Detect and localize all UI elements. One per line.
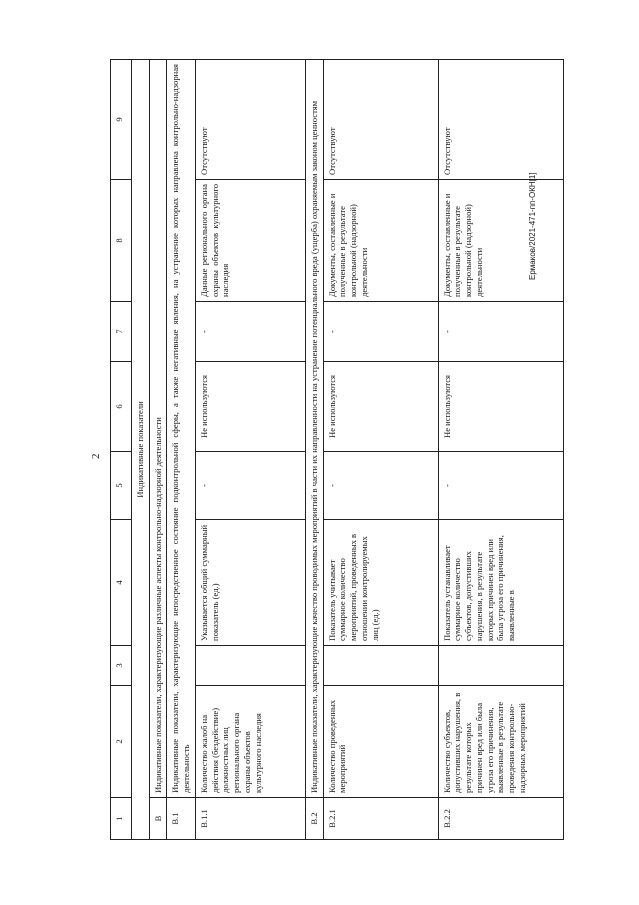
table-cell: Показатель учитывает суммарное количество мероприятий, проведенных в отношении контролируемых лиц (ед.)	[323, 520, 438, 646]
section-text: Индикативные показатели, характеризующие качество проводимых мероприятий в части их направленности на устранение потенциального вреда (ущерба) охраняемым законом ценностям	[305, 60, 323, 798]
col-number: 3	[111, 646, 132, 686]
table-cell: Документы, составленные и полученные в результате контрольной (надзорной) деятельности	[438, 180, 563, 302]
section-code: В	[149, 798, 167, 840]
indicator-name: Количество проведенных мероприятий	[323, 686, 438, 798]
col-number: 4	[111, 520, 132, 646]
table-cell: -	[438, 302, 563, 362]
indicators-table	[110, 59, 564, 840]
table-cell	[323, 646, 438, 686]
col-number: 5	[111, 452, 132, 520]
table-cell: Документы, составленные и полученные в результате контрольной (надзорной) деятельности	[323, 180, 438, 302]
document-sheet	[80, 60, 550, 840]
table-cell: Отсутствуют	[438, 60, 563, 180]
indicator-name: Количество субъектов, допустивших нарушения, в результате которых причинен вред или была угроза его причинения, выявленные в результате проведения контрольно-надзорных мероприятий	[438, 686, 563, 798]
table-cell: -	[323, 302, 438, 362]
table-cell: Отсутствуют	[195, 60, 305, 180]
col-number: 9	[111, 60, 132, 180]
section-code: В.2	[305, 798, 323, 840]
table-cell: Не используются	[438, 362, 563, 452]
document-footer: Ермаков/2021-471-пп-ОКН[1]	[528, 172, 537, 280]
section-text: Индикативные показатели, характеризующие различные аспекты контрольно-надзорной деятельности	[149, 60, 167, 798]
table-cell	[195, 646, 305, 686]
page-number: 2	[90, 453, 102, 459]
section-code: В.1	[167, 798, 195, 840]
table-cell: Показатель устанавливает суммарное количество субъектов, допустивших нарушения, в результате которых причинен вред или была угроза его причинения, выявленные в	[438, 520, 563, 646]
table-row	[195, 60, 305, 840]
col-number: 1	[111, 798, 132, 840]
col-number: 2	[111, 686, 132, 798]
row-code: В.1.1	[195, 798, 305, 840]
col-number: 8	[111, 180, 132, 302]
row-code: В.2.2	[438, 798, 563, 840]
table-cell	[438, 646, 563, 686]
table-cell: Не используются	[323, 362, 438, 452]
title-row	[132, 60, 150, 840]
section-row	[149, 60, 167, 840]
column-numbers-row	[111, 60, 132, 840]
table-cell: Данные регионального органа охраны объектов культурного наследия	[195, 180, 305, 302]
section-text: Индикативные показатели, характеризующие непосредственное состояние подконтрольной сферы, а также негативные явления, на устранение которых направлена контрольно-надзорная деятельность	[167, 60, 195, 798]
row-code: В.2.1	[323, 798, 438, 840]
table-cell: Не используются	[195, 362, 305, 452]
section-row	[305, 60, 323, 840]
table-row	[438, 60, 563, 840]
table-cell: -	[195, 302, 305, 362]
table-row	[323, 60, 438, 840]
table-cell: Указывается общий суммарный показатель (ед.)	[195, 520, 305, 646]
table-title: Индикативные показатели	[132, 60, 150, 840]
table-cell: Отсутствуют	[323, 60, 438, 180]
table-cell: -	[438, 452, 563, 520]
table-cell: -	[323, 452, 438, 520]
table-cell: -	[195, 452, 305, 520]
indicator-name: Количество жалоб на действия (бездействие) должностных лиц регионального органа охраны объектов культурного наследия	[195, 686, 305, 798]
col-number: 7	[111, 302, 132, 362]
section-row	[167, 60, 195, 840]
col-number: 6	[111, 362, 132, 452]
